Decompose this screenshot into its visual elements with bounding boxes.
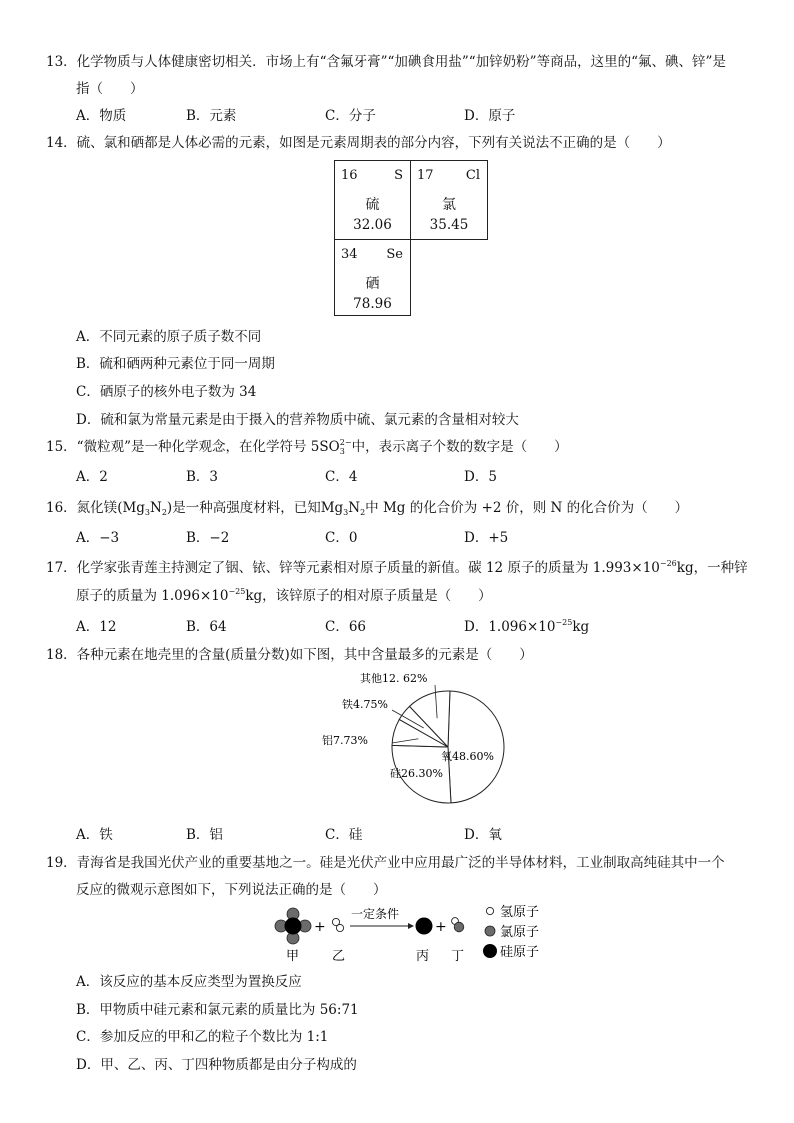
legend-chlorine: 氯原子 xyxy=(500,925,540,940)
plus-sign-2: + xyxy=(435,919,447,935)
element-symbol: Se xyxy=(386,247,403,262)
element-symbol: Cl xyxy=(465,168,480,183)
q13-option-d: D．原子 xyxy=(464,108,516,124)
q16-formula-b: $Mg_3N_2$ xyxy=(320,500,366,517)
q16-stem-a: 16．氮化镁 xyxy=(46,500,118,516)
label-yi: 乙 xyxy=(332,949,346,964)
molecule-hcl xyxy=(452,918,464,932)
pie-label-aluminum: 铝7.73% xyxy=(322,734,368,747)
molecule-si xyxy=(416,918,433,935)
q16-option-d: D．+5 xyxy=(464,530,509,546)
q16-stem-b: 是一种高强度材料，已知 xyxy=(172,500,321,516)
q16-stem-c: 中 Mg 的化合价为 +2 价，则 N 的化合价为（ ） xyxy=(365,500,689,516)
q16-stem xyxy=(46,496,688,517)
q13-stem-line2: 指（ ） xyxy=(76,81,144,97)
pie-label-iron: 铁4.75% xyxy=(342,698,388,711)
q17-option-c: C．66 xyxy=(325,619,367,635)
atomic-number: 34 xyxy=(341,247,358,262)
arrow-head xyxy=(408,923,414,929)
q17-stem-line2: 原子的质量为 $1.096\times 10^{-25}kg$，该锌原子的相对原子质量是（ ） xyxy=(76,587,492,604)
q17-option-d: D．$1.096\times 10^{-25}kg$ xyxy=(464,618,590,635)
element-name: 硒 xyxy=(365,276,380,292)
q19-option-a: A．该反应的基本反应类型为置换反应 xyxy=(76,974,302,990)
pie-label-silicon: 硅26.30% xyxy=(390,767,443,780)
atomic-mass: 35.45 xyxy=(429,217,469,233)
q15-stem xyxy=(46,435,568,456)
q19-stem-line2: 反应的微观示意图如下，下列说法正确的是（ ） xyxy=(76,882,387,898)
element-cell-chlorine xyxy=(410,160,488,240)
element-symbol: S xyxy=(394,168,403,183)
q19-option-b: B．甲物质中硅元素和氯元素的质量比为 56:71 xyxy=(76,1002,359,1018)
element-name: 硫 xyxy=(365,197,380,213)
pie-slice-oxygen xyxy=(448,691,504,803)
q17-option-b: B．64 xyxy=(186,619,227,635)
element-cell-selenium xyxy=(334,239,411,316)
q14-option-c: C．硒原子的核外电子数为 34 xyxy=(76,384,257,400)
atomic-number: 17 xyxy=(417,168,434,183)
legend-silicon: 硅原子 xyxy=(500,945,540,960)
q17-stem-line1: 17．化学家张青莲主持测定了铟、铱、锌等元素相对原子质量的新值。碳 12 原子的质量为 $1.993\times 10^{-26}kg$，一种锌 xyxy=(46,559,748,576)
q15-option-d: D．5 xyxy=(464,469,497,485)
q18-option-c: C．硅 xyxy=(325,827,363,843)
q18-option-d: D．氧 xyxy=(464,827,502,843)
atomic-number: 16 xyxy=(341,168,358,183)
plus-sign: + xyxy=(314,919,326,935)
q19-stem-line1: 19．青海省是我国光伏产业的重要基地之一。硅是光伏产业中应用最广泛的半导体材料，工业制取高纯硅其中一个 xyxy=(46,855,725,871)
q15-option-a: A．2 xyxy=(76,469,108,485)
q17-option-a: A．12 xyxy=(76,619,117,635)
q14-stem: 14．硫、氯和硒都是人体必需的元素，如图是元素周期表的部分内容，下列有关说法不正确的是（ ） xyxy=(46,135,671,151)
pie-slices xyxy=(392,691,504,803)
legend-hydrogen: 氢原子 xyxy=(500,905,540,920)
molecule-h2 xyxy=(332,918,343,931)
q16-option-a: A．−3 xyxy=(76,530,120,546)
q16-option-b: B．−2 xyxy=(186,530,230,546)
atomic-mass: 78.96 xyxy=(353,296,392,312)
pie-label-other: 其他12. 62% xyxy=(360,672,428,685)
q15-superscript: 2− xyxy=(339,438,352,447)
q13-stem-line1: 13．化学物质与人体健康密切相关．市场上有“含氟牙膏”“加碘食用盐”“加锌奶粉”等商品，这里的“氟、碘、锌”是 xyxy=(46,54,726,70)
molecule-sicl4 xyxy=(275,908,311,944)
q18-option-b: B．铝 xyxy=(186,827,223,843)
q13-option-c: C．分子 xyxy=(325,108,376,124)
q15-subscript: 3 xyxy=(339,447,345,456)
q13-option-a: A．物质 xyxy=(76,108,127,124)
crust-element-pie-chart xyxy=(310,665,530,825)
q16-option-c: C．0 xyxy=(325,530,358,546)
q13-option-b: B．元素 xyxy=(186,108,237,124)
reaction-condition: 一定条件 xyxy=(351,907,400,921)
q15-stem-after: 中，表示离子个数的数字是（ ） xyxy=(351,439,568,455)
atomic-mass: 32.06 xyxy=(353,217,392,233)
q14-option-d: D．硫和氯为常量元素是由于摄入的营养物质中硫、氯元素的含量相对较大 xyxy=(76,412,519,428)
q14-option-a: A．不同元素的原子质子数不同 xyxy=(76,329,262,345)
q18-stem: 18．各种元素在地壳里的含量(质量分数)如下图，其中含量最多的元素是（ ） xyxy=(46,647,533,663)
q15-option-c: C．4 xyxy=(325,469,358,485)
pie-label-oxygen: 氧48.60% xyxy=(441,750,494,763)
q19-option-d: D．甲、乙、丙、丁四种物质都是由分子构成的 xyxy=(76,1057,357,1073)
reaction-micro-diagram xyxy=(268,900,558,966)
q19-option-c: C．参加反应的甲和乙的粒子个数比为 1:1 xyxy=(76,1029,329,1045)
q15-option-b: B．3 xyxy=(186,469,219,485)
element-name: 氯 xyxy=(442,197,456,213)
q14-option-b: B．硫和硒两种元素位于同一周期 xyxy=(76,356,275,372)
label-bing: 丙 xyxy=(416,949,430,964)
q15-stem-before: 15．“微粒观”是一种化学观念，在化学符号 5SO xyxy=(46,439,340,455)
label-ding: 丁 xyxy=(451,949,465,964)
atom-legend xyxy=(483,905,539,960)
element-cell-sulfur xyxy=(334,160,411,240)
q18-option-a: A．铁 xyxy=(76,827,113,843)
q16-formula-a: $(Mg_3N_2)$ xyxy=(117,500,173,517)
label-jia: 甲 xyxy=(286,949,300,964)
